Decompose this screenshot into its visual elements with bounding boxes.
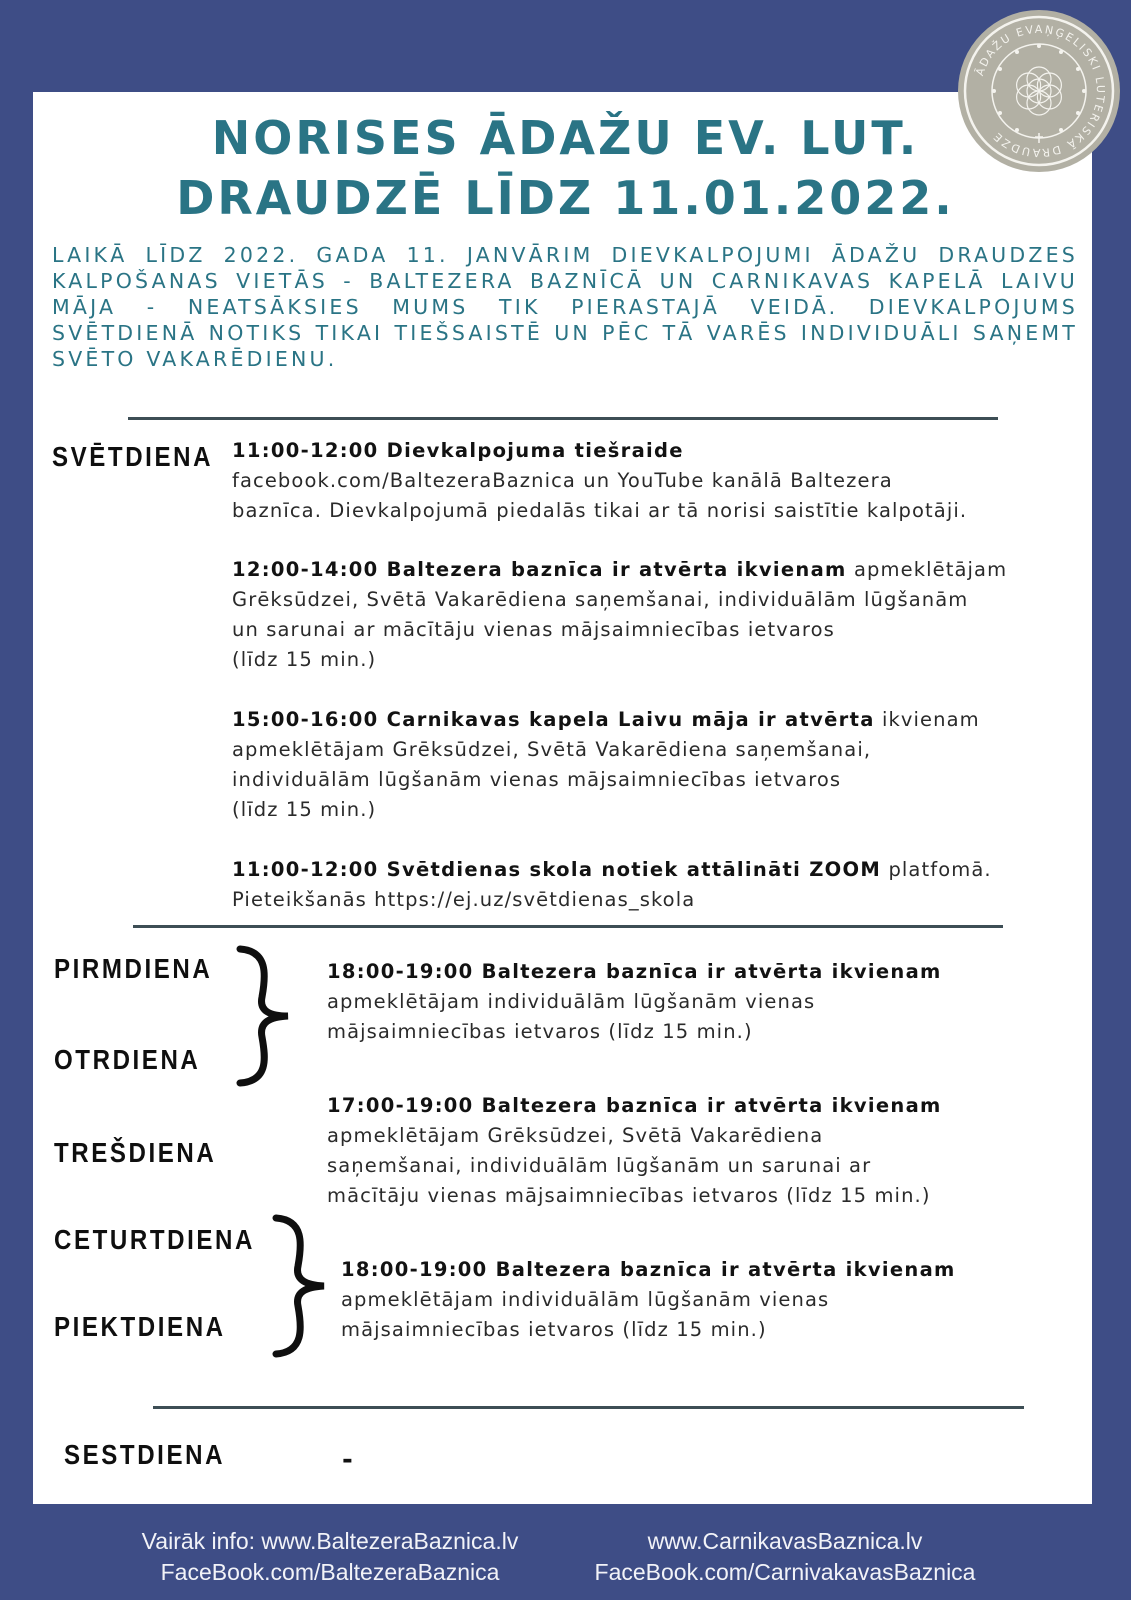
intro-paragraph: LAIKĀ LĪDZ 2022. GADA 11. JANVĀRIM DIEVKALPOJUMI ĀDAŽU DRAUDZES KALPOŠANAS VIETĀS - BALTEZERA BAZNĪCĀ UN CARNIKAVAS KAPELĀ LAIVU MĀJA - NEATSĀKSIES MUMS TIK PIERASTAJĀ VEIDĀ. DIEVKALPOJUMS SVĒTDIENĀ NOTIKS TIKAI TIEŠSAISTĒ UN PĒC TĀ VARĒS INDIVIDUĀLI SAŅEMT SVĒTO VAKARĒDIENU. — [52, 243, 1078, 371]
day-label-monday: PIRMDIENA — [54, 953, 213, 984]
entry-text: un sarunai ar mācītāju vienas mājsaimniecības ietvaros — [232, 618, 835, 641]
day-label-tuesday: OTRDIENA — [54, 1044, 201, 1075]
title-line-1: NORISES ĀDAŽU EV. LUT. — [211, 111, 920, 165]
page-title — [0, 108, 1131, 228]
entry-heading: 12:00-14:00 Baltezera baznīca ir atvērta ikvienam — [232, 558, 847, 581]
entry-heading: 18:00-19:00 Baltezera baznīca ir atvērta ikvienam — [341, 1258, 956, 1281]
day-label-thursday: CETURTDIENA — [54, 1224, 255, 1255]
entry-text: (līdz 15 min.) — [232, 798, 377, 821]
saturday-entry: - — [342, 1445, 354, 1475]
sunday-entry-sunday-school — [232, 855, 1082, 915]
entry-text: facebook.com/BaltezeraBaznica un YouTube kanālā Baltezera — [232, 469, 893, 492]
sunday-entry-livestream — [232, 436, 1082, 526]
entry-text: ikvienam — [874, 708, 980, 731]
footer-website-baltezers[interactable]: Vairāk info: www.BaltezeraBaznica.lv — [141, 1528, 519, 1554]
divider — [128, 417, 998, 420]
day-label-sunday: SVĒTDIENA — [52, 441, 214, 472]
entry-text: (līdz 15 min.) — [232, 648, 377, 671]
day-label-saturday: SESTDIENA — [64, 1439, 226, 1470]
day-label-friday: PIEKTDIENA — [54, 1311, 226, 1342]
sunday-entry-carnikava — [232, 705, 1082, 825]
footer-left — [120, 1526, 540, 1588]
footer-facebook-carnikava[interactable]: FaceBook.com/CarnivakavasBaznica — [594, 1559, 976, 1585]
weekday-entry-thu-fri — [341, 1255, 1091, 1345]
entry-text: Pieteikšanās https://ej.uz/svētdienas_skola — [232, 888, 696, 911]
title-line-2: DRAUDZĒ LĪDZ 11.01.2022. — [176, 171, 955, 225]
svg-text:ĀDAŽU EVAŅĢELISKI LUTERISKĀ DR: ĀDAŽU EVAŅĢELISKI LUTERISKĀ DRAUDZE — [973, 22, 1108, 160]
divider — [133, 925, 1003, 928]
entry-text: baznīca. Dievkalpojumā piedalās tikai ar tā norisi saistītie kalpotāji. — [232, 499, 968, 522]
sunday-entry-baltezers — [232, 555, 1082, 675]
entry-text: Grēksūdzei, Svētā Vakarēdiena saņemšanai, individuālām lūgšanām — [232, 588, 969, 611]
entry-text: mācītāju vienas mājsaimniecības ietvaros (līdz 15 min.) — [327, 1184, 931, 1207]
divider — [153, 1406, 1024, 1409]
day-label-wednesday: TREŠDIENA — [54, 1137, 217, 1168]
entry-heading: 15:00-16:00 Carnikavas kapela Laivu māja ir atvērta — [232, 708, 875, 731]
curly-brace — [232, 945, 302, 1087]
footer-facebook-baltezers[interactable]: FaceBook.com/BaltezeraBaznica — [160, 1559, 500, 1585]
entry-text: apmeklētājam individuālām lūgšanām vienas — [341, 1288, 830, 1311]
entry-text: apmeklētājam Grēksūdzei, Svētā Vakarēdiena saņemšanai, — [232, 738, 872, 761]
entry-heading: 17:00-19:00 Baltezera baznīca ir atvērta ikvienam — [327, 1094, 942, 1117]
entry-text: apmeklētājam Grēksūdzei, Svētā Vakarēdiena — [327, 1124, 824, 1147]
entry-heading: 11:00-12:00 Dievkalpojuma tiešraide — [232, 439, 684, 462]
entry-text: individuālām lūgšanām vienas mājsaimniecības ietvaros — [232, 768, 842, 791]
entry-text: mājsaimniecības ietvaros (līdz 15 min.) — [327, 1020, 753, 1043]
entry-text: mājsaimniecības ietvaros (līdz 15 min.) — [341, 1318, 767, 1341]
footer-right — [575, 1526, 995, 1588]
weekday-entry-wed — [327, 1091, 1097, 1211]
curly-brace — [268, 1214, 336, 1358]
entry-heading: 18:00-19:00 Baltezera baznīca ir atvērta ikvienam — [327, 960, 942, 983]
entry-text: platfomā. — [881, 858, 992, 881]
entry-heading: 11:00-12:00 Svētdienas skola notiek attālināti ZOOM — [232, 858, 882, 881]
entry-text: apmeklētājam individuālām lūgšanām vienas — [327, 990, 816, 1013]
entry-text: saņemšanai, individuālām lūgšanām un sarunai ar — [327, 1154, 872, 1177]
footer-website-carnikava[interactable]: www.CarnikavasBaznica.lv — [647, 1528, 923, 1554]
weekday-entry-mon-tue — [327, 957, 1087, 1047]
entry-text: apmeklētājam — [846, 558, 1008, 581]
